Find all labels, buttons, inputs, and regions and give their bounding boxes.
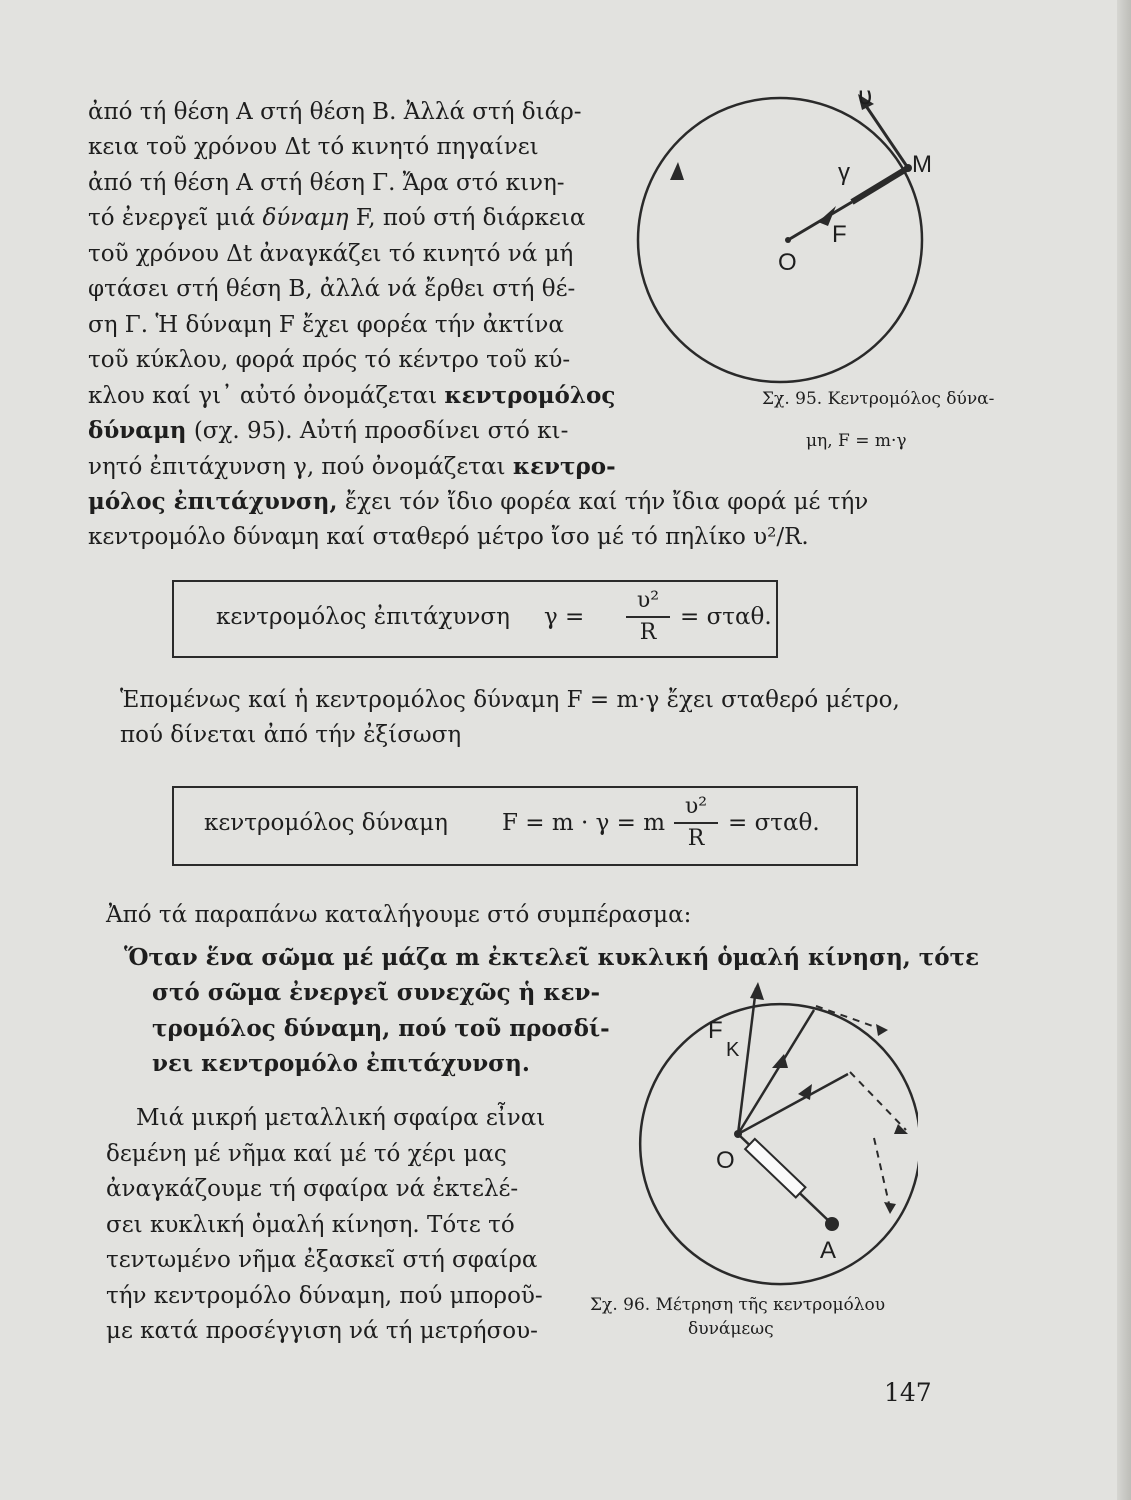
circle-orbit bbox=[638, 98, 922, 382]
text-line: με κατά προσέγγιση νά τή μετρήσου- bbox=[106, 1318, 538, 1344]
text-line: κεντρομόλο δύναμη καί σταθερό μέτρο ἴσο μέ τό πηλίκο υ²/R. bbox=[88, 524, 809, 550]
text-line: τοῦ χρόνου Δt ἀναγκάζει τό κινητό νά μή bbox=[88, 241, 574, 267]
figure-96 bbox=[588, 968, 918, 1290]
text-line: κλου καί γι᾽ αὐτό ὀνομάζεται κεντρομόλος bbox=[88, 382, 616, 409]
text-line: φτάσει στή θέση Β, ἀλλά νά ἔρθει στή θέ- bbox=[88, 276, 576, 302]
text-line: τήν κεντρομόλο δύναμη, πού μποροῦ- bbox=[106, 1283, 543, 1309]
tangent-arrowhead bbox=[876, 1024, 888, 1036]
text-line: νει κεντρομόλο ἐπιτάχυνση. bbox=[152, 1050, 530, 1077]
force-ray bbox=[738, 1010, 814, 1134]
force-arrowhead bbox=[750, 982, 764, 1000]
text-line: τρομόλος δύναμη, πού τοῦ προσδί- bbox=[152, 1015, 610, 1042]
label-A: A bbox=[820, 1237, 837, 1264]
velocity-vector bbox=[862, 100, 908, 168]
page-edge bbox=[1117, 0, 1131, 1500]
text-line: στό σῶμα ἐνεργεῖ συνεχῶς ἡ κεν- bbox=[152, 979, 601, 1006]
tangent-path bbox=[816, 1006, 884, 1030]
text-line: νητό ἐπιτάχυνση γ, πού ὀνομάζεται κεντρο- bbox=[88, 453, 616, 480]
page-number: 147 bbox=[884, 1378, 932, 1407]
formula-fraction: υ² R bbox=[626, 588, 670, 646]
label-K: K bbox=[726, 1039, 740, 1061]
orbit-direction-arrow bbox=[670, 162, 684, 180]
text-line: Ὅταν ἕνα σῶμα μέ μάζα m ἐκτελεῖ κυκλική ὁμαλή κίνηση, τότε bbox=[124, 944, 980, 971]
label-gamma: γ bbox=[838, 159, 850, 186]
text-line: τοῦ κύκλου, φορά πρός τό κέντρο τοῦ κύ- bbox=[88, 347, 571, 373]
tangent-path bbox=[850, 1072, 906, 1130]
force-ray bbox=[738, 1074, 848, 1134]
text-line: ση Γ. Ἡ δύναμη F ἔχει φορέα τήν ἀκτίνα bbox=[88, 312, 564, 338]
label-F: F bbox=[832, 221, 847, 248]
figure-95-caption-line2: μη, F = m·γ bbox=[806, 431, 907, 451]
text-line: ἀπό τή θέση Α στή θέση Γ. Ἄρα στό κινη- bbox=[88, 170, 565, 196]
label-O: O bbox=[778, 249, 797, 276]
text-line: ἀναγκάζουμε τή σφαίρα νά ἐκτελέ- bbox=[106, 1176, 519, 1202]
formula-tail: = σταθ. bbox=[728, 810, 820, 836]
formula-symbol: γ = bbox=[544, 604, 585, 630]
formula-label: κεντρομόλος ἐπιτάχυνση bbox=[216, 604, 510, 630]
text-line: Μιά μικρή μεταλλική σφαίρα εἶναι bbox=[136, 1105, 546, 1131]
text-line: τό ἐνεργεῖ μιά δύναμη F, πού στή διάρκεια bbox=[88, 205, 586, 231]
figure-96-caption-line2: δυνάμεως bbox=[688, 1319, 774, 1339]
text-line: τεντωμένο νῆμα ἐξασκεῖ στή σφαίρα bbox=[106, 1247, 538, 1273]
text-line: Ἑπομένως καί ἡ κεντρομόλος δύναμη F = m·γ ἔχει σταθερό μέτρο, bbox=[120, 687, 900, 713]
text-line: κεια τοῦ χρόνου Δt τό κινητό πηγαίνει bbox=[88, 134, 539, 160]
text-line: σει κυκλική ὁμαλή κίνηση. Τότε τό bbox=[106, 1212, 515, 1238]
label-F: F bbox=[708, 1017, 723, 1044]
text-line: ἀπό τή θέση Α στή θέση Β. Ἀλλά στή διάρ- bbox=[88, 99, 582, 125]
dynamometer bbox=[745, 1139, 805, 1197]
point-M bbox=[904, 164, 912, 172]
text-line: δεμένη μέ νῆμα καί μέ τό χέρι μας bbox=[106, 1141, 507, 1167]
conclusion-intro: Ἀπό τά παραπάνω καταλήγουμε στό συμπέρασμα: bbox=[106, 902, 692, 928]
label-O: O bbox=[716, 1147, 735, 1174]
formula-fraction: υ² R bbox=[674, 794, 718, 852]
formula-box-acceleration bbox=[172, 580, 778, 658]
figure-95 bbox=[630, 80, 950, 390]
figure-96-caption-line1: Σχ. 96. Μέτρηση τῆς κεντρομόλου bbox=[590, 1295, 886, 1315]
tangent-arrowhead bbox=[884, 1202, 896, 1214]
label-v: υ bbox=[858, 80, 873, 110]
text-line: δύναμη (σχ. 95). Αὐτή προσδίνει στό κι- bbox=[88, 417, 569, 444]
label-M: M bbox=[912, 151, 932, 178]
formula-symbol: F = m · γ = m bbox=[502, 810, 666, 836]
acceleration-vector bbox=[852, 168, 908, 202]
figure-95-caption-line1: Σχ. 95. Κεντρομόλος δύνα- bbox=[762, 389, 995, 409]
formula-tail: = σταθ. bbox=[680, 604, 772, 630]
text-line: πού δίνεται ἀπό τήν ἐξίσωση bbox=[120, 722, 462, 748]
ball-A bbox=[825, 1217, 839, 1231]
formula-label: κεντρομόλος δύναμη bbox=[204, 810, 448, 836]
text-line: μόλος ἐπιτάχυνση, ἔχει τόν ἴδιο φορέα καί τήν ἴδια φορά μέ τήν bbox=[88, 488, 869, 515]
tangent-path bbox=[874, 1138, 890, 1208]
formula-box-force bbox=[172, 786, 858, 866]
point-O bbox=[785, 237, 791, 243]
